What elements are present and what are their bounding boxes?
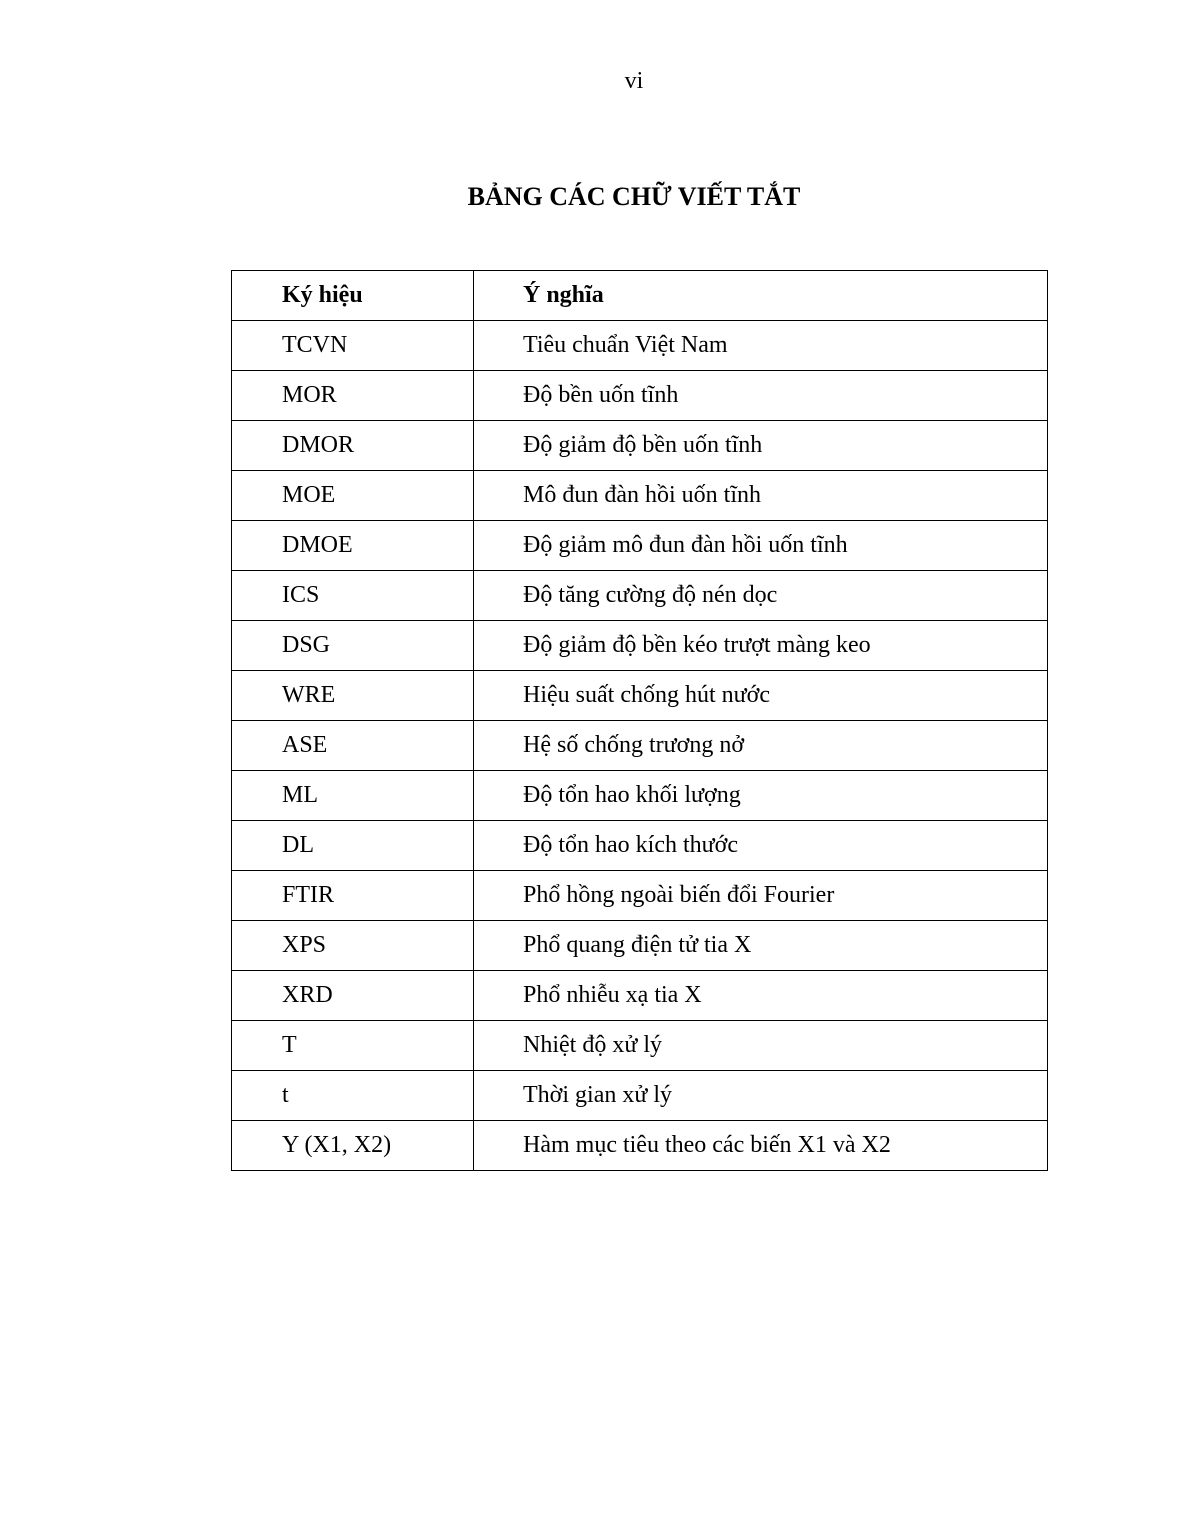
abbreviation-cell: WRE bbox=[232, 671, 474, 721]
abbreviation-cell: DMOR bbox=[232, 421, 474, 471]
meaning-cell: Độ tổn hao khối lượng bbox=[474, 771, 1048, 821]
meaning-cell: Mô đun đàn hồi uốn tĩnh bbox=[474, 471, 1048, 521]
meaning-cell: Thời gian xử lý bbox=[474, 1071, 1048, 1121]
meaning-cell: Độ giảm độ bền uốn tĩnh bbox=[474, 421, 1048, 471]
meaning-cell: Hàm mục tiêu theo các biến X1 và X2 bbox=[474, 1121, 1048, 1171]
table-row bbox=[232, 1021, 1048, 1071]
table-row bbox=[232, 471, 1048, 521]
abbreviation-cell: T bbox=[232, 1021, 474, 1071]
abbreviation-cell: ICS bbox=[232, 571, 474, 621]
abbreviations-table bbox=[231, 270, 1048, 1171]
abbreviation-cell: ML bbox=[232, 771, 474, 821]
meaning-cell: Độ tổn hao kích thước bbox=[474, 821, 1048, 871]
table-row bbox=[232, 771, 1048, 821]
meaning-cell: Độ bền uốn tĩnh bbox=[474, 371, 1048, 421]
abbreviation-cell: t bbox=[232, 1071, 474, 1121]
meaning-cell: Phổ quang điện tử tia X bbox=[474, 921, 1048, 971]
table-row bbox=[232, 371, 1048, 421]
table-row bbox=[232, 1121, 1048, 1171]
table-row bbox=[232, 971, 1048, 1021]
table-row bbox=[232, 871, 1048, 921]
meaning-cell: Nhiệt độ xử lý bbox=[474, 1021, 1048, 1071]
abbreviation-cell: DL bbox=[232, 821, 474, 871]
abbreviation-cell: XRD bbox=[232, 971, 474, 1021]
table-row bbox=[232, 621, 1048, 671]
table-row bbox=[232, 521, 1048, 571]
column-header-symbol: Ký hiệu bbox=[232, 271, 474, 321]
table-row bbox=[232, 321, 1048, 371]
meaning-cell: Hệ số chống trương nở bbox=[474, 721, 1048, 771]
meaning-cell: Độ giảm độ bền kéo trượt màng keo bbox=[474, 621, 1048, 671]
table-body bbox=[232, 321, 1048, 1171]
abbreviation-cell: DSG bbox=[232, 621, 474, 671]
meaning-cell: Phổ nhiễu xạ tia X bbox=[474, 971, 1048, 1021]
meaning-cell: Hiệu suất chống hút nước bbox=[474, 671, 1048, 721]
table-row bbox=[232, 821, 1048, 871]
page-title: BẢNG CÁC CHỮ VIẾT TẮT bbox=[467, 182, 801, 211]
table-row bbox=[232, 921, 1048, 971]
page-number: vi bbox=[624, 68, 644, 94]
table-row bbox=[232, 721, 1048, 771]
abbreviation-cell: TCVN bbox=[232, 321, 474, 371]
abbreviation-cell: Y (X1, X2) bbox=[232, 1121, 474, 1171]
table-row bbox=[232, 571, 1048, 621]
abbreviation-cell: ASE bbox=[232, 721, 474, 771]
table-row bbox=[232, 671, 1048, 721]
column-header-meaning: Ý nghĩa bbox=[474, 271, 1048, 321]
abbreviation-cell: DMOE bbox=[232, 521, 474, 571]
meaning-cell: Độ tăng cường độ nén dọc bbox=[474, 571, 1048, 621]
abbreviation-cell: XPS bbox=[232, 921, 474, 971]
abbreviation-cell: FTIR bbox=[232, 871, 474, 921]
table-row bbox=[232, 421, 1048, 471]
abbreviation-cell: MOR bbox=[232, 371, 474, 421]
table-row bbox=[232, 1071, 1048, 1121]
meaning-cell: Độ giảm mô đun đàn hồi uốn tĩnh bbox=[474, 521, 1048, 571]
meaning-cell: Tiêu chuẩn Việt Nam bbox=[474, 321, 1048, 371]
table-header-row bbox=[232, 271, 1048, 321]
meaning-cell: Phổ hồng ngoài biến đổi Fourier bbox=[474, 871, 1048, 921]
abbreviation-cell: MOE bbox=[232, 471, 474, 521]
